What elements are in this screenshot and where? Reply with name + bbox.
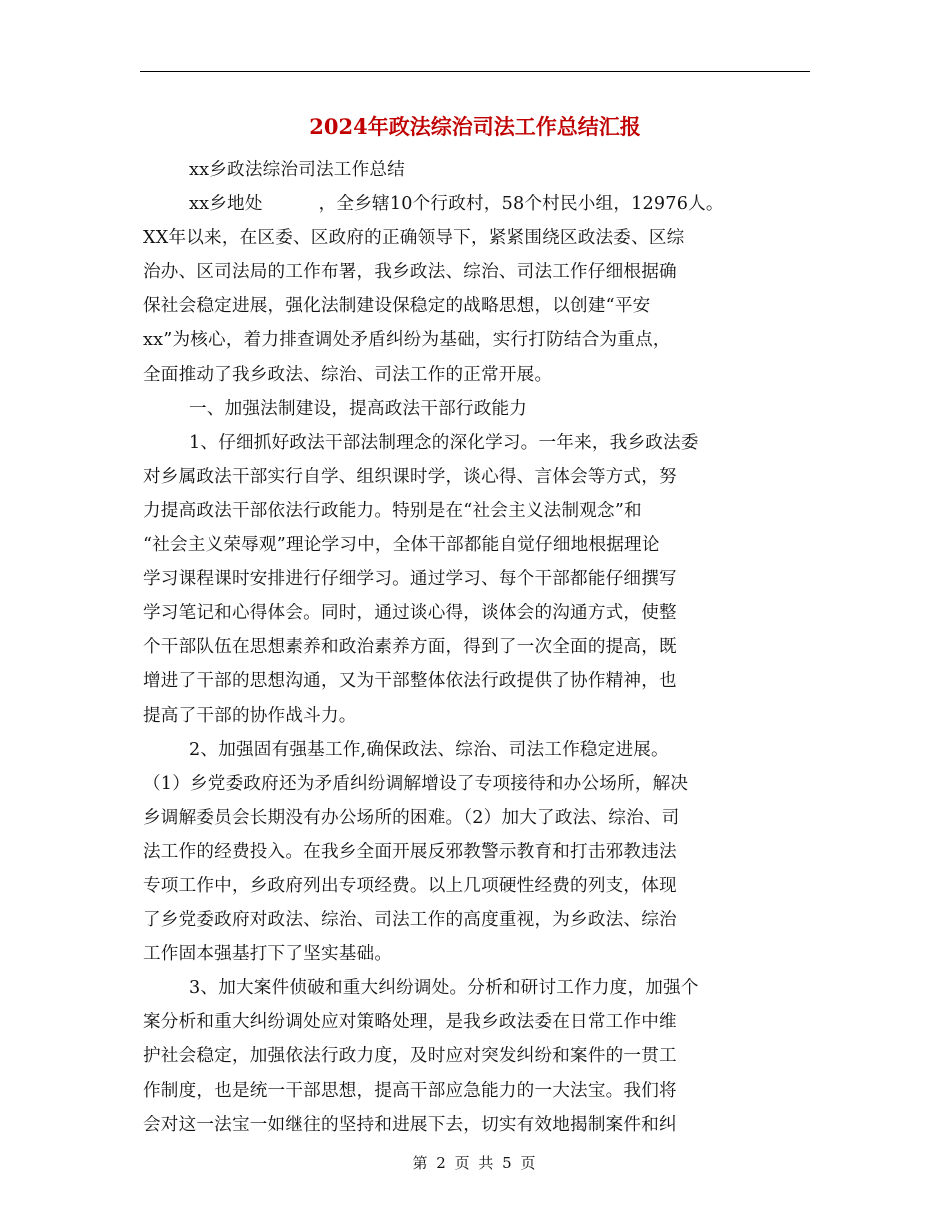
paragraph-line: 护社会稳定，加强依法行政力度，及时应对突发纠纷和案件的一贯工 bbox=[143, 1046, 677, 1067]
paragraph-line: 乡调解委员会长期没有办公场所的困难。（2）加大了政法、综治、司 bbox=[143, 807, 680, 828]
paragraph-line: 全面推动了我乡政法、综治、司法工作的正常开展。 bbox=[143, 364, 553, 385]
text-span: xx乡地处 bbox=[189, 194, 263, 215]
paragraph-line: 2、加强固有强基工作,确保政法、综治、司法工作稳定进展。 bbox=[189, 739, 669, 760]
text-span: ，全乡辖10个行政村，58个村民小组，12976人。 bbox=[318, 194, 724, 215]
page-number-footer: 第 2 页 共 5 页 bbox=[412, 1154, 538, 1172]
paragraph-line: “社会主义荣辱观”理论学习中，全体干部都能自觉仔细地根据理论 bbox=[143, 535, 660, 556]
document-title: 2024年政法综治司法工作总结汇报 bbox=[309, 114, 641, 139]
paragraph-line: 学习笔记和心得体会。同时，通过谈心得，谈体会的沟通方式，使整 bbox=[143, 603, 677, 624]
paragraph-line: 个干部队伍在思想素养和政治素养方面，得到了一次全面的提高，既 bbox=[143, 637, 677, 658]
paragraph-line: 治办、区司法局的工作布署，我乡政法、综治、司法工作仔细根据确 bbox=[143, 262, 677, 283]
paragraph-line: 提高了干部的协作战斗力。 bbox=[143, 705, 357, 726]
paragraph-line: 了乡党委政府对政法、综治、司法工作的高度重视，为乡政法、综治 bbox=[143, 910, 677, 931]
paragraph-line: 案分析和重大纠纷调处应对策略处理，是我乡政法委在日常工作中维 bbox=[143, 1012, 677, 1033]
paragraph-line: （1）乡党委政府还为矛盾纠纷调解增设了专项接待和办公场所，解决 bbox=[143, 773, 689, 794]
paragraph-line: 增进了干部的思想沟通，又为干部整体依法行政提供了协作精神，也 bbox=[143, 671, 677, 692]
section-heading: 一、加强法制建设，提高政法干部行政能力 bbox=[189, 398, 528, 419]
paragraph-line: 对乡属政法干部实行自学、组织课时学，谈心得、言体会等方式，努 bbox=[143, 466, 677, 487]
paragraph-line: 学习课程课时安排进行仔细学习。通过学习、每个干部都能仔细撰写 bbox=[143, 569, 677, 590]
document-body bbox=[143, 153, 813, 1142]
paragraph-line: 作制度，也是统一干部思想，提高干部应急能力的一大法宝。我们将 bbox=[143, 1080, 677, 1101]
paragraph-line: 3、加大案件侦破和重大纠纷调处。分析和研讨工作力度，加强个 bbox=[189, 978, 699, 999]
paragraph-line: 法工作的经费投入。在我乡全面开展反邪教警示教育和打击邪教违法 bbox=[143, 841, 677, 862]
paragraph-line: 专项工作中，乡政府列出专项经费。以上几项硬性经费的列支，体现 bbox=[143, 875, 677, 896]
paragraph-line: 会对这一法宝一如继往的坚持和进展下去，切实有效地揭制案件和纠 bbox=[143, 1114, 677, 1135]
paragraph-line: 1、仔细抓好政法干部法制理念的深化学习。一年来，我乡政法委 bbox=[189, 432, 699, 453]
paragraph-line: xx乡政法综治司法工作总结 bbox=[189, 160, 405, 180]
paragraph-line: 工作固本强基打下了坚实基础。 bbox=[143, 944, 393, 965]
paragraph-line: 保社会稳定进展，强化法制建设保稳定的战略思想，以创建“平安 bbox=[143, 296, 651, 317]
header-rule bbox=[140, 71, 810, 72]
paragraph-line: xx”为核心，着力排查调处矛盾纠纷为基础，实行打防结合为重点， bbox=[143, 330, 671, 351]
paragraph-line: XX年以来，在区委、区政府的正确领导下，紧紧围绕区政法委、区综 bbox=[143, 228, 685, 249]
paragraph-line bbox=[143, 187, 813, 221]
paragraph-line: 力提高政法干部依法行政能力。特别是在“社会主义法制观念”和 bbox=[143, 500, 642, 521]
